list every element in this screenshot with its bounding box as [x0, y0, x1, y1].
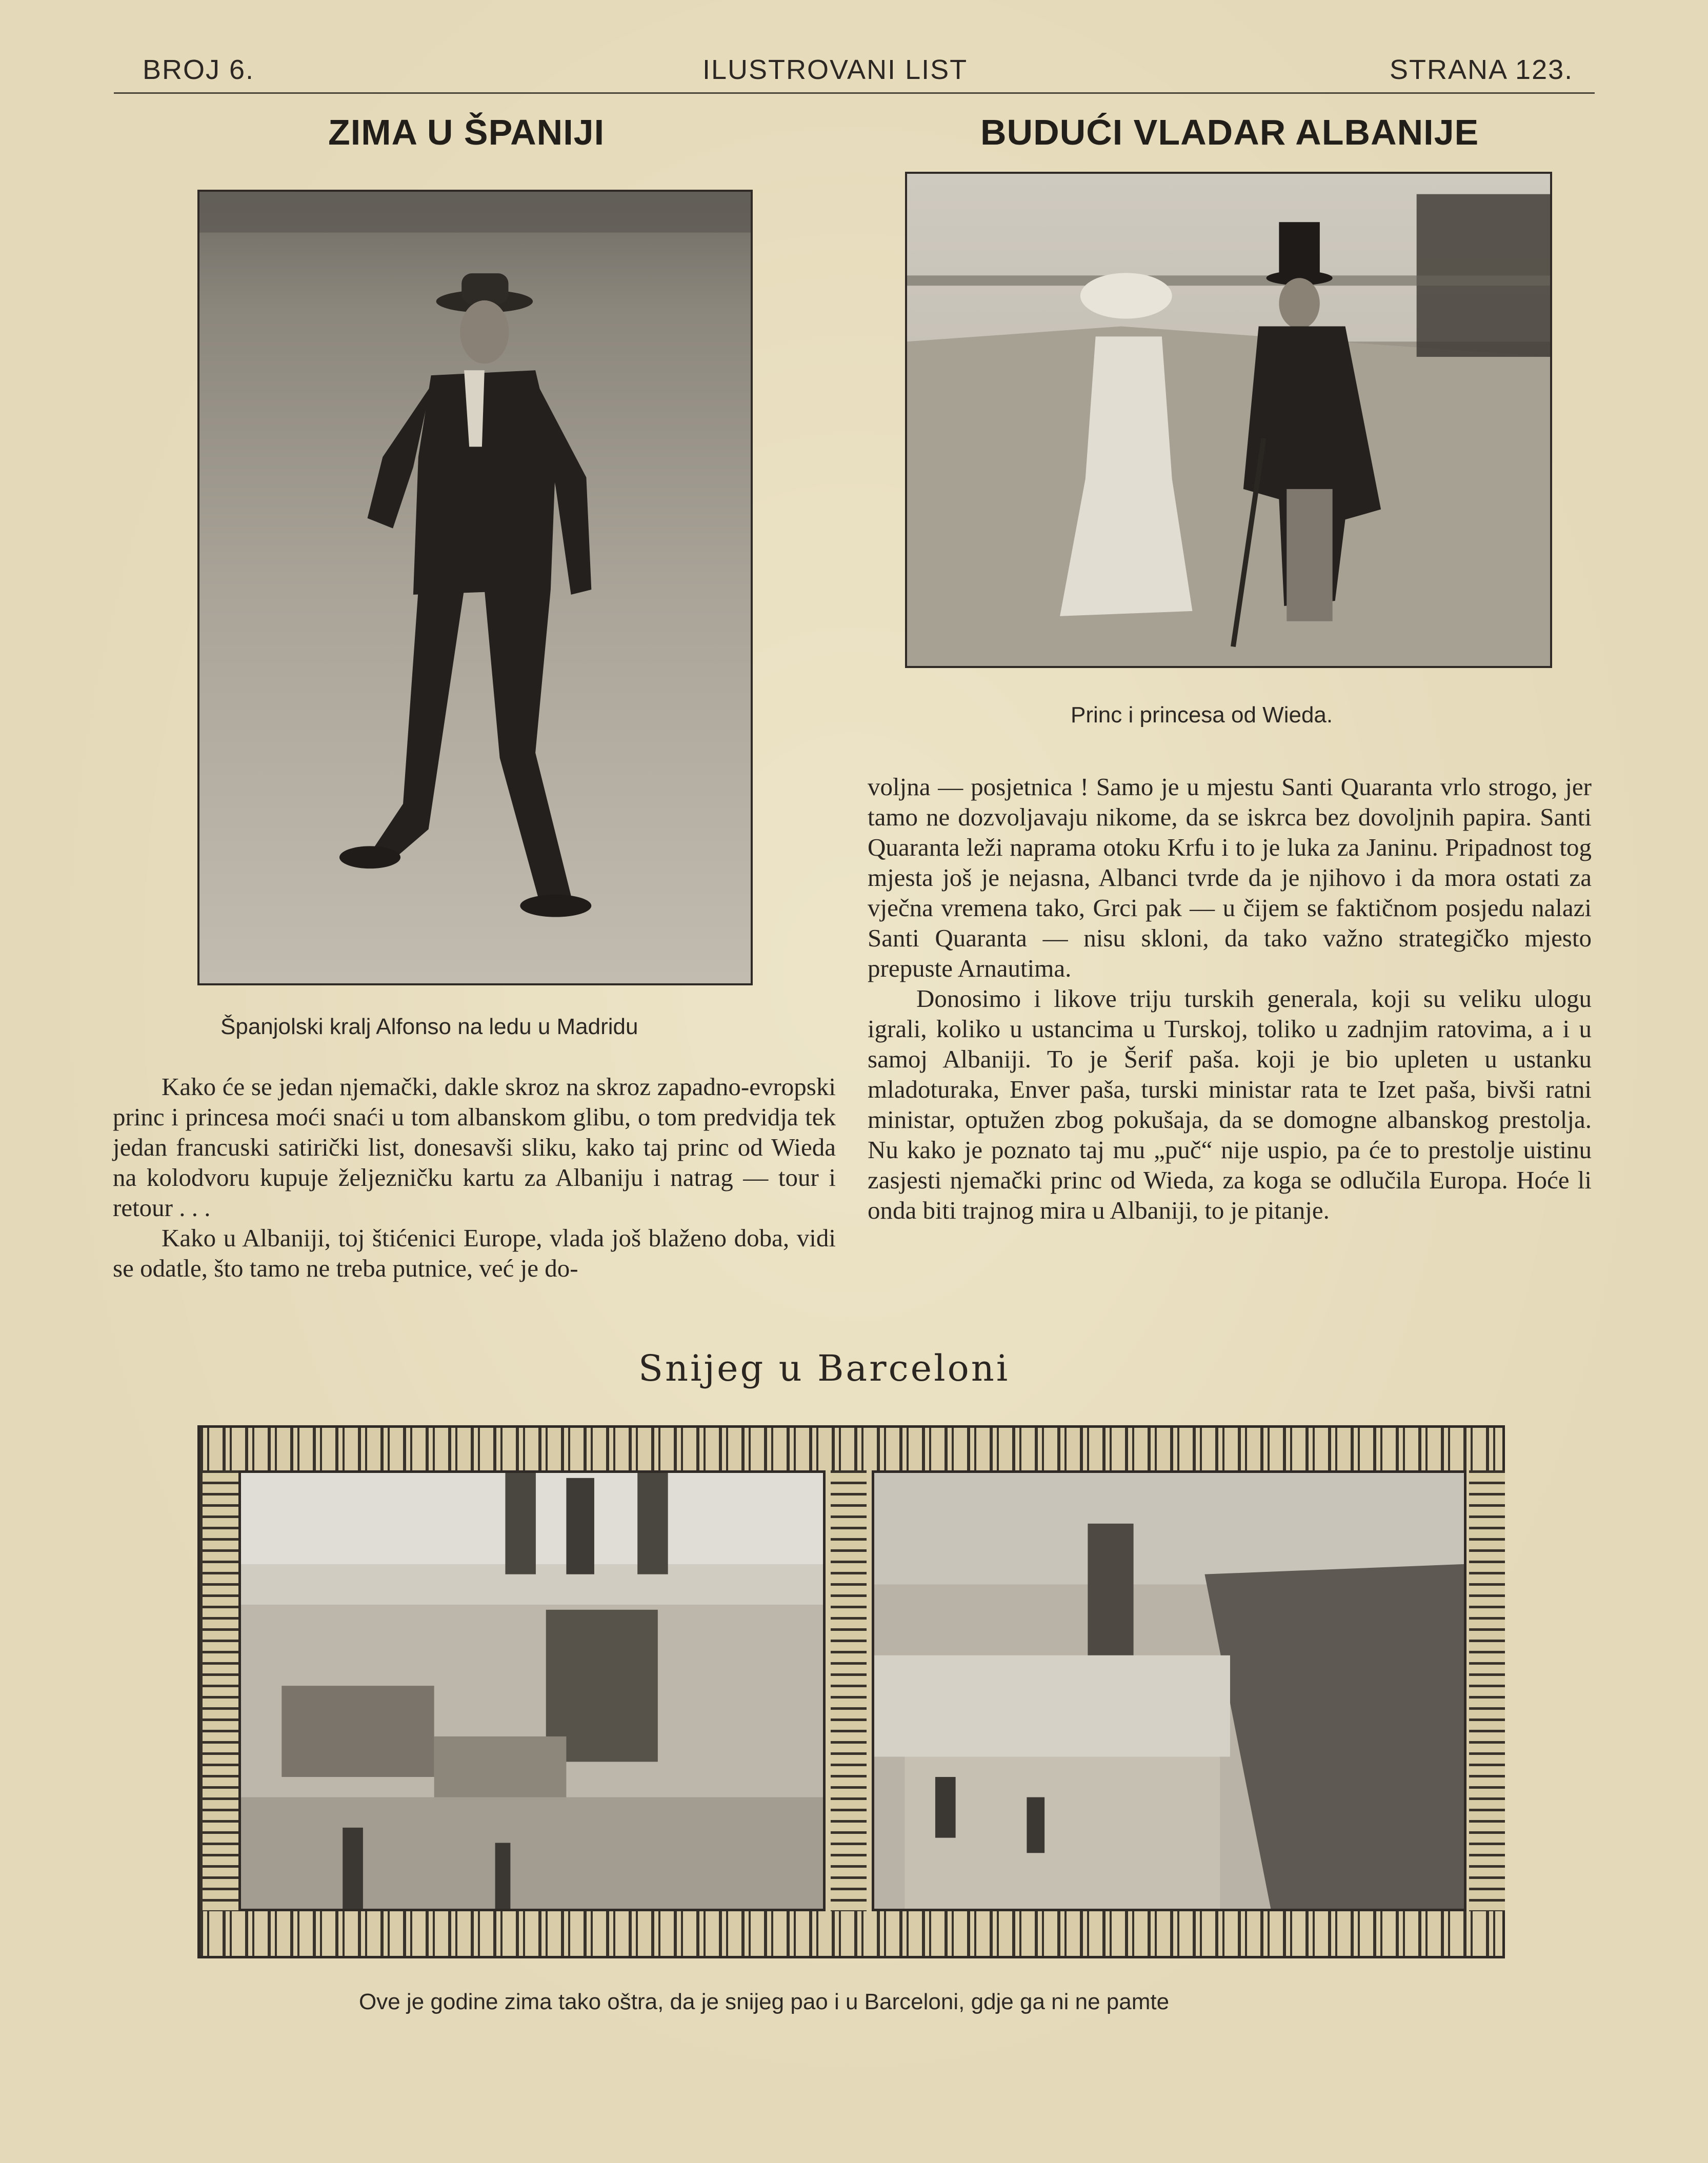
frame-ornament-right	[1469, 1470, 1505, 1911]
article-title-right: BUDUĆI VLADAR ALBANIJE	[980, 112, 1479, 152]
page-number: STRANA 123.	[1390, 54, 1574, 85]
article-title-left: ZIMA U ŠPANIJI	[328, 112, 605, 152]
photo-caption-wied: Princ i princesa od Wieda.	[1071, 702, 1333, 727]
photo-prince-princess-wied	[905, 172, 1552, 668]
paragraph: voljna — posjetnica ! Samo je u mjestu Santi Quaranta vrlo strogo, jer tamo ne dozvoljavaju nikome, da se iskrca bez dovoljnih papira. Santi Quaranta leži naprama otoku Krfu i to je luka za Janinu. Pripadnost tog mjesta još je nejasna, Albanci tvrde da je njihovo i da mora ostati za vječna vremena tako, Grci pak — u čijem se faktičnom posjedu nalazi Santi Quaranta — nisu skloni, da tako važno strategičko mjesto prepuste Arnautima.	[868, 773, 1592, 982]
frame-ornament-center	[831, 1470, 867, 1911]
photo-caption-alfonso: Španjolski kralj Alfonso na ledu u Madridu	[220, 1014, 638, 1039]
frame-ornament-left	[203, 1470, 238, 1911]
section-title: Snijeg u Barceloni	[638, 1347, 1010, 1389]
header-rule	[114, 92, 1595, 94]
paragraph: Kako u Albaniji, toj štićenici Europe, vlada još blaženo doba, vidi se odatle, što tamo ne treba putnice, već je do-	[113, 1224, 836, 1282]
article-text-left	[113, 1072, 836, 1283]
photo-king-skating	[197, 190, 753, 985]
publication-name: ILUSTROVANI LIST	[702, 54, 968, 85]
issue-number: BROJ 6.	[143, 54, 255, 85]
paragraph: Donosimo i likove triju turskih generala, koji su veliku ulogu igrali, koliko u ustancima u Turskoj, toliko u zadnjim ratovima, a i u samoj Albaniji. To je Šerif paša. koji je bio upleten u ustanku mladoturaka, Enver paša, turski ministar rata te Izet paša, bivši ratni ministar, optužen zbog pokušaja, da se domogne albanskog prestolja. Nu kako je poznato taj mu „puč“ nije uspio, pa će to prestolje uistinu zasjesti njemački princ od Wieda, za koga se odlučila Europa. Hoće li onda biti trajnog mira u Albaniji, to je pitanje.	[868, 984, 1592, 1224]
article-text-right	[868, 772, 1592, 1225]
photo-barcelona-snow-rooftops	[872, 1470, 1466, 1911]
photo-barcelona-snow-cathedral	[238, 1470, 826, 1911]
paragraph: Kako će se jedan njemački, dakle skroz na skroz zapadno-evropski princ i princesa moći snaći u tom albanskom glibu, o tom predvidja tek jedan francuski satirički list, donesavši sliku, kako taj princ od Wieda na kolodvoru kupuje željezničku kartu za Albaniju i natrag — tour i retour . . .	[113, 1073, 836, 1222]
photo-caption-barcelona: Ove je godine zima tako oštra, da je snijeg pao i u Barceloni, gdje ga ni ne pamte	[359, 1989, 1170, 2014]
